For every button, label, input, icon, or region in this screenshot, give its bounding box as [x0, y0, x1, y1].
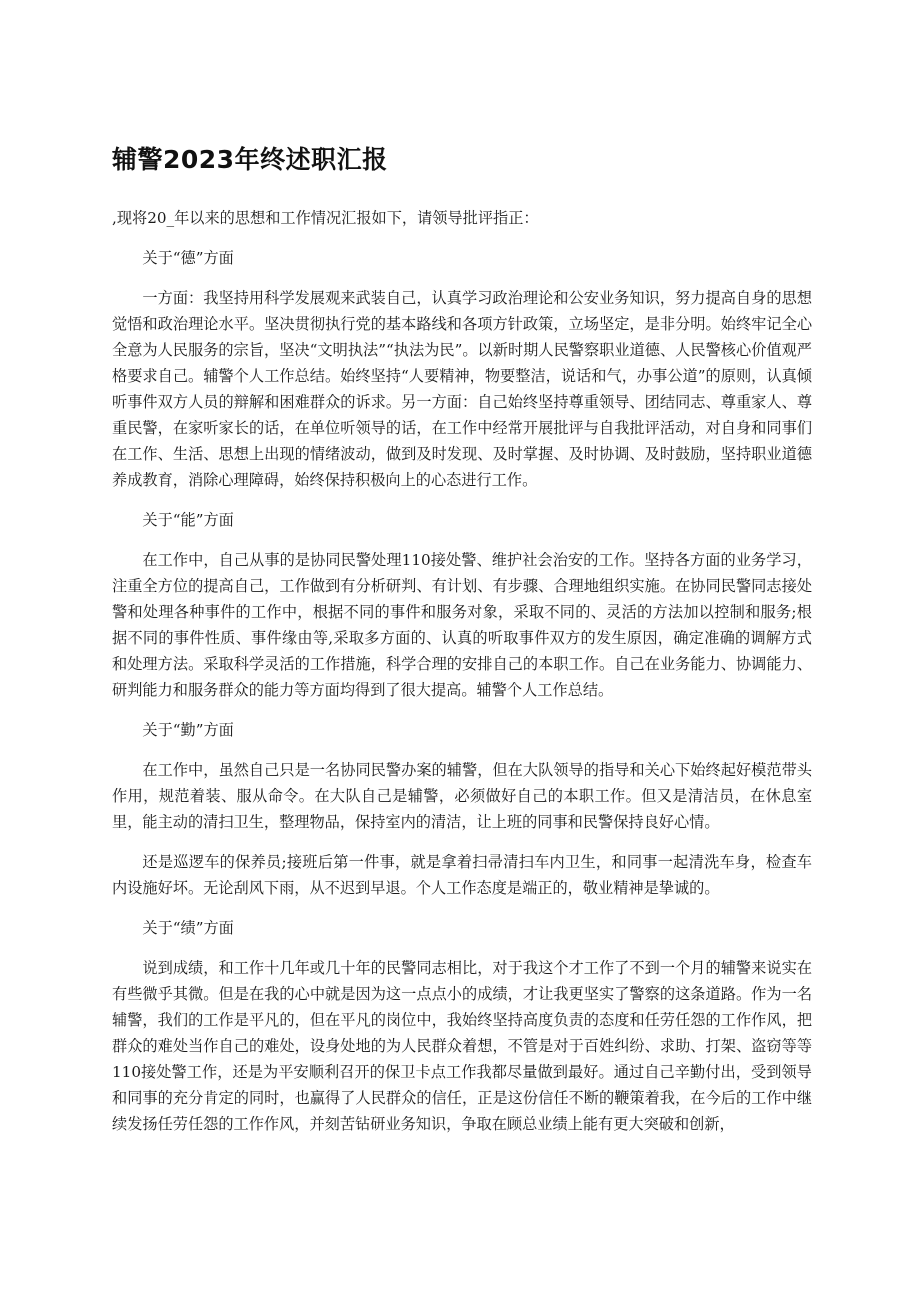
section-heading-de: 关于“德”方面	[142, 249, 234, 267]
section-neng-paragraph-1: 在工作中，自己从事的是协同民警处理110接处警、维护社会治安的工作。坚持各方面的业务学习，注重全方位的提高自己，工作做到有分析研判、有计划、有步骤、合理地组织实施。在协同民警同志接处警和处理各种事件的工作中，根据不同的事件和服务对象，采取不同的、灵活的方法加以控制和服务;根据不同的事件性质、事件缘由等,采取多方面的、认真的听取事件双方的发生原因，确定准确的调解方式和处理方法。采取科学灵活的工作措施，科学合理的安排自己的本职工作。自己在业务能力、协调能力、研判能力和服务群众的能力等方面均得到了很大提高。辅警个人工作总结。	[112, 551, 812, 699]
document-page	[112, 140, 812, 1151]
section-neng	[112, 507, 812, 703]
document-title: 辅警2023年终述职汇报	[112, 145, 388, 174]
section-heading-ji: 关于“绩”方面	[142, 919, 234, 937]
section-ji	[112, 915, 812, 1137]
section-qin	[112, 717, 812, 901]
section-de-paragraph-1: 一方面：我坚持用科学发展观来武装自己，认真学习政治理论和公安业务知识，努力提高自身的思想觉悟和政治理论水平。坚决贯彻执行党的基本路线和各项方针政策，立场坚定，是非分明。始终牢记全心全意为人民服务的宗旨，坚决“文明执法”“执法为民”。以新时期人民警察职业道德、人民警核心价值观严格要求自己。辅警个人工作总结。始终坚持“人要精神，物要整洁，说话和气，办事公道”的原则，认真倾听事件双方人员的辩解和困难群众的诉求。另一方面：自己始终坚持尊重领导、团结同志、尊重家人、尊重民警，在家听家长的话，在单位听领导的话，在工作中经常开展批评与自我批评活动，对自身和同事们在工作、生活、思想上出现的情绪波动，做到及时发现、及时掌握、及时协调、及时鼓励，坚持职业道德养成教育，消除心理障碍，始终保持积极向上的心态进行工作。	[112, 289, 812, 489]
section-de	[112, 245, 812, 493]
section-heading-neng: 关于“能”方面	[142, 511, 234, 529]
section-ji-paragraph-1: 说到成绩，和工作十几年或几十年的民警同志相比，对于我这个才工作了不到一个月的辅警来说实在有些微乎其微。但是在我的心中就是因为这一点点小的成绩，才让我更坚实了警察的这条道路。作为一名辅警，我们的工作是平凡的，但在平凡的岗位中，我始终坚持高度负责的态度和任劳任怨的工作作风，把群众的难处当作自己的难处，设身处地的为人民群众着想，不管是对于百姓纠纷、求助、打架、盗窃等等110接处警工作，还是为平安顺利召开的保卫卡点工作我都尽量做到最好。通过自己辛勤付出，受到领导和同事的充分肯定的同时，也赢得了人民群众的信任，正是这份信任不断的鞭策着我，在今后的工作中继续发扬任劳任怨的工作作风，并刻苦钻研业务知识，争取在顾总业绩上能有更大突破和创新，	[112, 959, 812, 1133]
section-qin-paragraph-2: 还是巡逻车的保养员;接班后第一件事，就是拿着扫帚清扫车内卫生，和同事一起清洗车身，检查车内设施好坏。无论刮风下雨，从不迟到早退。个人工作态度是端正的，敬业精神是挚诚的。	[112, 853, 812, 897]
intro-paragraph: ,现将20_年以来的思想和工作情况汇报如下，请领导批评指正：	[112, 209, 539, 227]
section-qin-paragraph-1: 在工作中，虽然自己只是一名协同民警办案的辅警，但在大队领导的指导和关心下始终起好模范带头作用，规范着装、服从命令。在大队自己是辅警，必须做好自己的本职工作。但又是清洁员，在休息室里，能主动的清扫卫生，整理物品，保持室内的清洁，让上班的同事和民警保持良好心情。	[112, 761, 812, 831]
section-heading-qin: 关于“勤”方面	[142, 721, 234, 739]
